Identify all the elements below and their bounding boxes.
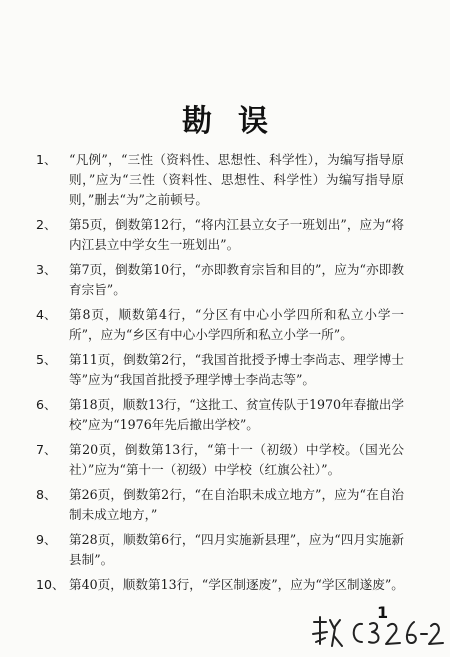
errata-item <box>36 260 404 300</box>
errata-item <box>36 305 404 345</box>
item-text: 第7页，倒数第10行，“亦即教育宗旨和目的”，应为“亦即教育宗旨”。 <box>69 262 404 297</box>
item-number: 4、 <box>36 307 57 322</box>
errata-item <box>36 530 404 570</box>
item-text: “凡例”，“三性（资料性、思想性、科学性），为编写指导原则，”应为“三性（资料性、思想性、科学性）为编写指导原则，”删去“为”之前顿号。 <box>69 152 404 207</box>
errata-item <box>36 395 404 435</box>
errata-item <box>36 575 404 595</box>
item-text: 第26页，倒数第2行，“在自治职未成立地方”，应为“在自治制未成立地方，” <box>69 487 404 522</box>
item-number: 8、 <box>36 487 57 502</box>
item-number: 5、 <box>36 352 57 367</box>
item-text: 第28页，顺数第6行，“四月实施新县理”，应为“四月实施新县制”。 <box>69 532 404 567</box>
errata-item <box>36 485 404 525</box>
handwritten-call-number <box>308 612 448 652</box>
errata-list <box>36 150 404 600</box>
errata-item <box>36 150 404 210</box>
item-number: 2、 <box>36 217 57 232</box>
item-text: 第20页，倒数第13行，“第十一（初级）中学校。（国光公社）”应为“第十一（初级）中学校（红旗公社）”。 <box>69 442 404 477</box>
page-title: 勘误 <box>182 104 294 139</box>
item-number: 6、 <box>36 397 57 412</box>
item-number: 10、 <box>36 577 65 592</box>
errata-item <box>36 440 404 480</box>
errata-item <box>36 350 404 390</box>
item-text: 第40页，顺数第13行，“学区制逐废”，应为“学区制遂废”。 <box>69 577 404 592</box>
item-number: 7、 <box>36 442 57 457</box>
page-number: 1 <box>377 603 389 622</box>
item-text: 第11页，倒数第2行，“我国首批授予博士李尚志、理学博士等”应为“我国首批授予理学博士李尚志等”。 <box>69 352 404 387</box>
errata-item <box>36 215 404 255</box>
item-number: 3、 <box>36 262 57 277</box>
item-number: 1、 <box>36 152 57 167</box>
item-text: 第5页，倒数第12行，“将内江县立女子一班划出”，应为“将内江县立中学女生一班划出”。 <box>69 217 404 252</box>
item-number: 9、 <box>36 532 57 547</box>
item-text: 第18页，顺数13行，“这批工、贫宣传队于1970年春撤出学校”应为“1976年先后撤出学校”。 <box>69 397 405 432</box>
item-text: 第8页，顺数第4行，“分区有中心小学四所和私立小学一所”，应为“乡区有中心小学四所和私立小学一所”。 <box>69 307 404 342</box>
